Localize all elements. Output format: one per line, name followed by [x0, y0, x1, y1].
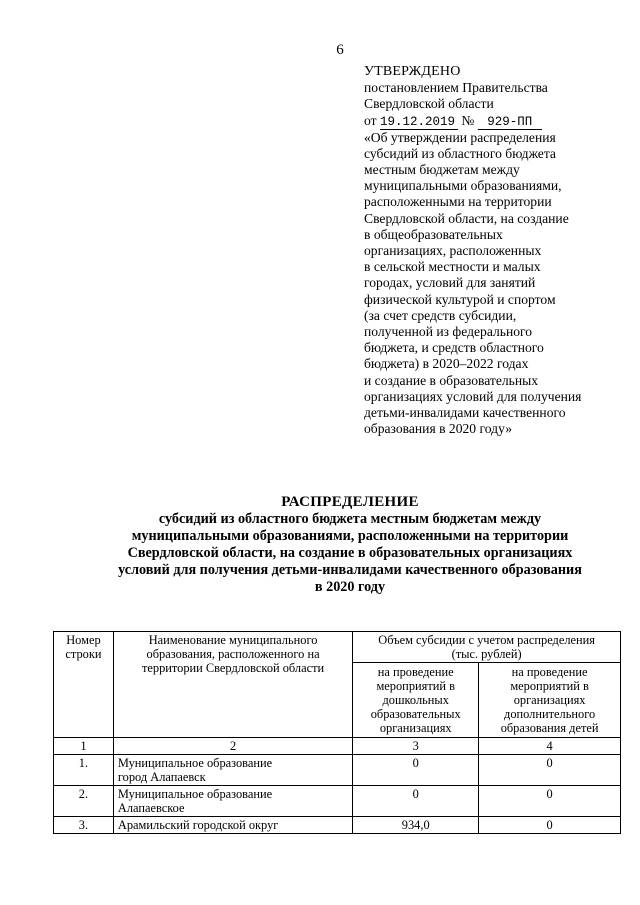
decree-subject-line: организациях, расположенных	[364, 243, 542, 259]
numbering-cell: 3	[353, 738, 479, 755]
decree-subject-line: расположенными на территории	[364, 194, 552, 210]
title-line: муниципальными образованиями, расположенными на территории	[131, 528, 569, 544]
decree-subject-line: бюджета) в 2020–2022 годах	[364, 356, 529, 372]
header-preschool: на проведение мероприятий в дошкольных образовательных организациях	[353, 663, 479, 738]
decree-subject-line: субсидий из областного бюджета	[364, 145, 556, 161]
decree-subject-line: (за счет средств субсидии,	[364, 307, 517, 323]
title-line: условий для получения детьми-инвалидами качественного образования	[118, 562, 582, 578]
decree-subject-line: городах, условий для занятий	[364, 275, 536, 291]
title-subtitle	[80, 511, 620, 596]
row-number: 2.	[54, 786, 114, 817]
row-number: 3.	[54, 817, 114, 834]
row-municipality: Муниципальное образование Алапаевское	[113, 786, 352, 817]
row-value-additional: 0	[479, 817, 621, 834]
row-municipality: Муниципальное образование город Алапаевск	[113, 755, 352, 786]
decree-subject-line: муниципальными образованиями,	[364, 178, 562, 194]
approval-date-number-line	[364, 113, 626, 130]
row-value-additional: 0	[479, 786, 621, 817]
row-number: 1.	[54, 755, 114, 786]
decree-subject-line: детьми-инвалидами качественного	[364, 405, 566, 421]
decree-subject	[364, 130, 626, 438]
table-row	[54, 817, 621, 834]
header-municipality: Наименование муниципального образования, расположенного на территории Свердловской области	[113, 632, 352, 738]
numbering-cell: 1	[54, 738, 114, 755]
decree-subject-line: в общеобразовательных	[364, 226, 503, 242]
decree-subject-line: Свердловской области, на создание	[364, 210, 569, 226]
header-row-number: Номер строки	[54, 632, 114, 738]
row-value-additional: 0	[479, 755, 621, 786]
table-header-row	[54, 632, 621, 663]
row-value-preschool: 934,0	[353, 817, 479, 834]
title-line: Свердловской области, на создание в образовательных организациях	[127, 545, 573, 561]
numbering-cell: 4	[479, 738, 621, 755]
row-municipality: Арамильский городской округ	[113, 817, 352, 834]
title-main: РАСПРЕДЕЛЕНИЕ	[281, 494, 419, 510]
decree-subject-line: бюджета, и средств областного	[364, 340, 544, 356]
number-label: №	[461, 112, 475, 128]
approval-line: Свердловской области	[364, 96, 494, 112]
from-label: от	[364, 112, 377, 128]
page-number: 6	[336, 42, 344, 58]
decree-number: 929-ПП	[478, 116, 542, 130]
row-value-preschool: 0	[353, 755, 479, 786]
table-row	[54, 755, 621, 786]
decree-subject-line: «Об утверждении распределения	[364, 129, 556, 145]
decree-subject-line: физической культурой и спортом	[364, 291, 556, 307]
decree-date: 19.12.2019	[380, 116, 458, 130]
decree-subject-line: полученной из федерального	[364, 324, 533, 340]
row-value-preschool: 0	[353, 786, 479, 817]
numbering-cell: 2	[113, 738, 352, 755]
decree-subject-line: местным бюджетам между	[364, 162, 520, 178]
table-numbering-row	[54, 738, 621, 755]
decree-subject-line: образования в 2020 году»	[364, 421, 512, 437]
decree-subject-line: и создание в образовательных	[364, 372, 539, 388]
table-row	[54, 786, 621, 817]
title-line: субсидий из областного бюджета местным бюджетам между	[158, 511, 542, 527]
header-additional-education: на проведение мероприятий в организациях дополнительного образования детей	[479, 663, 621, 738]
header-subsidy-group: Объем субсидии с учетом распределения (тыс. рублей)	[353, 632, 621, 663]
approval-block	[364, 64, 626, 437]
decree-subject-line: организациях условий для получения	[364, 388, 582, 404]
approval-line: постановлением Правительства	[364, 80, 548, 96]
title-line: в 2020 году	[314, 579, 386, 595]
document-title	[80, 494, 620, 596]
approval-heading: УТВЕРЖДЕНО	[364, 64, 461, 79]
distribution-table	[53, 631, 621, 834]
decree-subject-line: в сельской местности и малых	[364, 259, 541, 275]
